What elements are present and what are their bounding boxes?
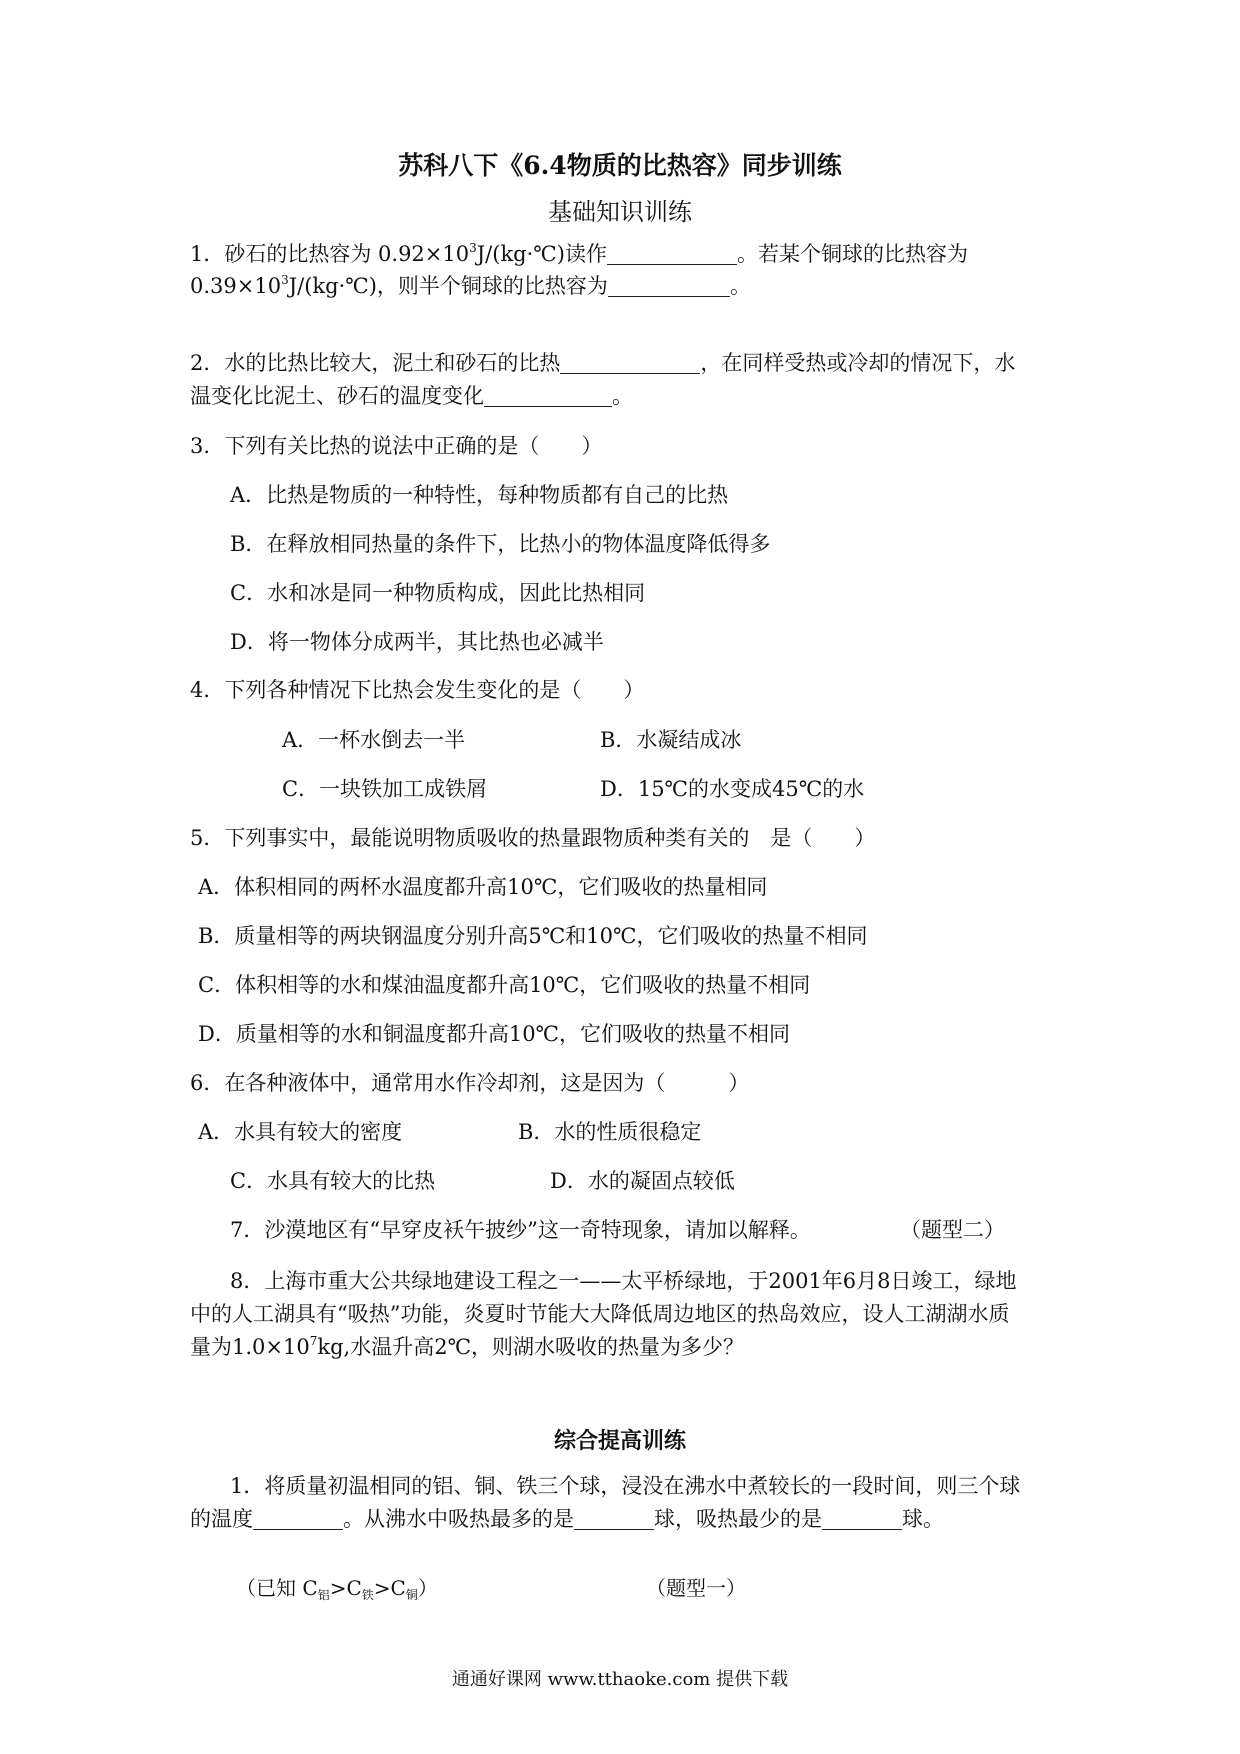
q8-text-a: 量为1.0×10	[190, 1335, 310, 1359]
q2-answer-blank-1[interactable]	[560, 351, 700, 374]
q2-line-1	[190, 349, 1015, 377]
q2-text-d: 。	[612, 384, 633, 408]
q8-text-b: kg,水温升高2℃，则湖水吸收的热量为多少？	[317, 1335, 745, 1359]
q2-answer-blank-2[interactable]	[484, 384, 612, 407]
q3-option-c: C．水和冰是同一种物质构成，因此比热相同	[230, 581, 646, 605]
q2-text-c: 温变化比泥土、砂石的温度变化	[190, 384, 484, 408]
p1-note	[236, 1574, 438, 1602]
note-sub-iron: 铁	[361, 1588, 374, 1602]
q3-option-a: A．比热是物质的一种特性，每种物质都有自己的比热	[230, 483, 729, 507]
note-sub-copper: 铜	[405, 1588, 418, 1602]
p1-answer-blank-3[interactable]	[822, 1507, 902, 1530]
q8-superscript: 7	[309, 1334, 318, 1348]
q7-text: 7．沙漠地区有“早穿皮袄午披纱”这一奇特现象，请加以解释。	[230, 1218, 811, 1242]
note-text-b: >C	[329, 1576, 362, 1600]
q3-stem: 3．下列有关比热的说法中正确的是（ ）	[190, 434, 603, 458]
q1-text-d: 0.39×10	[190, 274, 282, 298]
q1-superscript: 3	[469, 241, 477, 255]
q3-option-b: B．在释放相同热量的条件下，比热小的物体温度降低得多	[230, 532, 771, 556]
q1-line-2	[190, 272, 751, 300]
q4-option-b: B．水凝结成冰	[600, 728, 742, 752]
p1-text-c: 。从沸水中吸热最多的是	[343, 1507, 574, 1531]
document-title: 苏科八下《6.4物质的比热容》同步训练	[398, 151, 842, 180]
p1-text-d: 球，吸热最少的是	[654, 1507, 822, 1531]
q1-answer-blank-1[interactable]	[607, 242, 737, 265]
p1-answer-blank-2[interactable]	[574, 1507, 654, 1530]
q4-option-c: C．一块铁加工成铁屑	[282, 777, 488, 801]
q4-option-a: A．一杯水倒去一半	[282, 728, 466, 752]
p1-type-tag: （题型一）	[646, 1576, 746, 1600]
q2-line-2	[190, 382, 633, 410]
q1-text-f: 。	[729, 274, 751, 298]
q5-option-c: C．体积相等的水和煤油温度都升高10℃，它们吸收的热量不相同	[198, 973, 811, 997]
q4-stem: 4．下列各种情况下比热会发生变化的是（ ）	[190, 678, 645, 702]
q1-text-e: J/(kg·℃)，则半个铜球的比热容为	[288, 274, 608, 298]
q5-option-b: B．质量相等的两块钢温度分别升高5℃和10℃，它们吸收的热量不相同	[198, 924, 868, 948]
note-text-c: >C	[373, 1576, 406, 1600]
q4-option-d: D．15℃的水变成45℃的水	[600, 777, 865, 801]
q5-stem: 5．下列事实中，最能说明物质吸收的热量跟物质种类有关的 是（ ）	[190, 826, 876, 850]
q8-line-1: 8．上海市重大公共绿地建设工程之一——太平桥绿地，于2001年6月8日竣工，绿地	[230, 1269, 1017, 1293]
p1-answer-blank-1[interactable]	[253, 1507, 343, 1530]
p1-text-e: 球。	[902, 1507, 944, 1531]
q3-option-d: D．将一物体分成两半，其比热也必减半	[230, 630, 604, 654]
note-text-a: （已知 C	[236, 1576, 318, 1600]
p1-text-b: 的温度	[190, 1507, 253, 1531]
q6-option-d: D．水的凝固点较低	[550, 1169, 735, 1193]
q7-type-tag: （题型二）	[900, 1218, 1005, 1242]
q2-text-b: ，在同样受热或冷却的情况下，水	[700, 351, 1016, 375]
q2-text-a: 2．水的比热比较大，泥土和砂石的比热	[190, 351, 561, 375]
q6-option-b: B．水的性质很稳定	[518, 1120, 702, 1144]
q5-option-a: A．体积相同的两杯水温度都升高10℃，它们吸收的热量相同	[198, 875, 768, 899]
q5-option-d: D．质量相等的水和铜温度都升高10℃，它们吸收的热量不相同	[198, 1022, 791, 1046]
q1-text-a: 1．砂石的比热容为 0.92×10	[190, 242, 470, 266]
q8-line-2: 中的人工湖具有“吸热”功能，炎夏时节能大大降低周边地区的热岛效应，设人工湖湖水质	[190, 1302, 1010, 1326]
note-text-d: ）	[417, 1576, 438, 1600]
p1-line-2	[190, 1505, 944, 1533]
page-footer: 通通好课网 www.tthaoke.com 提供下载	[451, 1669, 789, 1690]
q8-line-3	[190, 1333, 744, 1361]
q1-answer-blank-2[interactable]	[608, 274, 730, 297]
q6-option-c: C．水具有较大的比热	[230, 1169, 436, 1193]
q1-text-c: 。若某个铜球的比热容为	[736, 242, 968, 266]
q1-superscript-2: 3	[281, 273, 289, 287]
q1-text-b: J/(kg·℃)读作	[476, 242, 607, 266]
section-heading-advanced: 综合提高训练	[553, 1428, 686, 1454]
note-sub-aluminum: 铝	[317, 1588, 330, 1602]
q6-option-a: A．水具有较大的密度	[198, 1120, 403, 1144]
q1-line-1	[190, 240, 968, 268]
p1-line-1: 1．将质量初温相同的铝、铜、铁三个球，浸没在沸水中煮较长的一段时间，则三个球	[230, 1474, 1021, 1498]
q6-stem: 6．在各种液体中，通常用水作冷却剂，这是因为（ ）	[190, 1071, 750, 1095]
section-heading-basic: 基础知识训练	[548, 198, 692, 226]
